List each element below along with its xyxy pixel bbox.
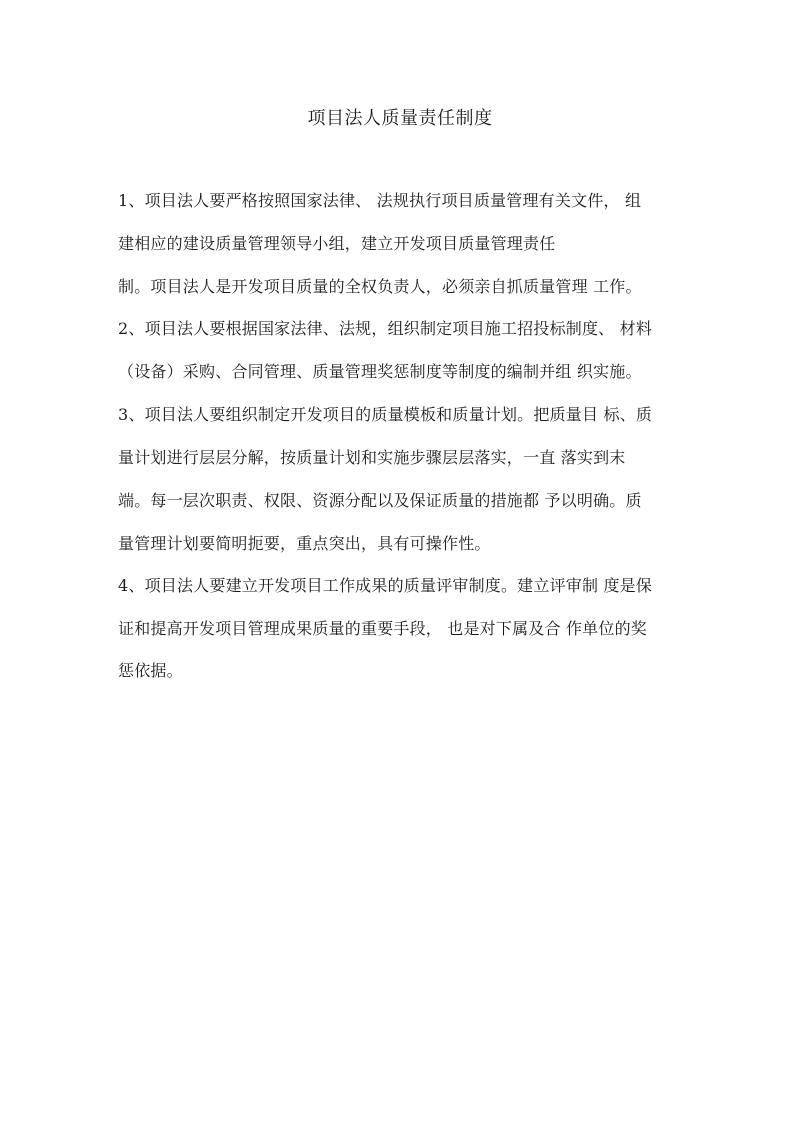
- body-line-6: 3、项目法人要组织制定开发项目的质量模板和质量计划。把质量目 标、质: [118, 405, 653, 424]
- body-line-11: 证和提高开发项目管理成果质量的重要手段， 也是对下属及合 作单位的奖: [118, 619, 647, 638]
- document-title: 项目法人质量责任制度: [307, 108, 493, 129]
- body-line-10: 4、项目法人要建立开发项目工作成果的质量评审制度。建立评审制 度是保: [118, 576, 653, 595]
- body-line-7: 量计划进行层层分解，按质量计划和实施步骤层层落实，一直 落实到末: [118, 448, 626, 467]
- body-line-8: 端。每一层次职责、权限、资源分配以及保证质量的措施都 予以明确。质: [118, 491, 642, 510]
- body-line-9: 量管理计划要简明扼要，重点突出，具有可操作性。: [118, 534, 491, 553]
- body-line-3: 制。项目法人是开发项目质量的全权负责人，必须亲自抓质量管理 工作。: [118, 277, 642, 296]
- body-line-5: （设备）采购、合同管理、质量管理奖惩制度等制度的编制并组 织实施。: [118, 362, 642, 381]
- body-line-4: 2、项目法人要根据国家法律、法规，组织制定项目施工招投标制度、 材料: [118, 319, 653, 338]
- body-line-12: 惩依据。: [118, 661, 183, 680]
- body-line-2: 建相应的建设质量管理领导小组，建立开发项目质量管理责任: [118, 234, 556, 253]
- body-line-1: 1、项目法人要严格按照国家法律、 法规执行项目质量管理有关文件， 组: [118, 191, 642, 210]
